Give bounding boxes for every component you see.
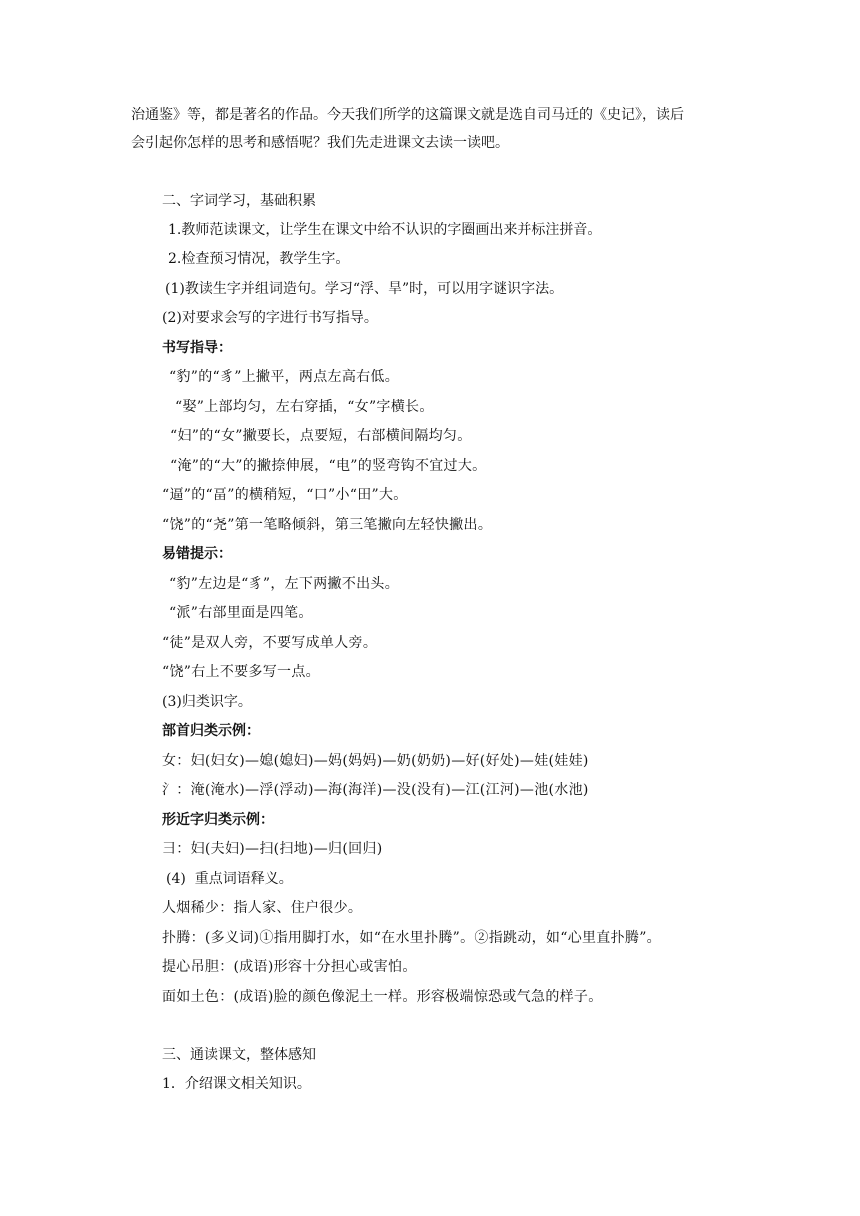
writing-guide-item: “逼”的“畐”的横稍短，“口”小“田”大。 [162,487,408,503]
vocab-item: 人烟稀少：指人家、住户很少。 [162,900,363,916]
error-tips-label: 易错提示： [162,546,232,562]
vocab-item: 面如土色：(成语)脸的颜色像泥土一样。形容极端惊恐或气急的样子。 [162,989,603,1005]
error-tip-item: “徒”是双人旁，不要写成单人旁。 [162,635,378,651]
section3-step-1: 1．介绍课文相关知识。 [162,1076,311,1092]
writing-guide-item: “妇”的“女”撇要长，点要短，右部横间隔均匀。 [170,428,472,444]
vocab-item: 提心吊胆：(成语)形容十分担心或害怕。 [162,959,417,975]
writing-guide-label: 书写指导： [162,340,232,356]
section2-step-1: 1.教师范读课文，让学生在课文中给不认识的字圈画出来并标注拼音。 [168,222,602,238]
section2-sub-2: (2)对要求会写的字进行书写指导。 [162,310,378,326]
similar-char-example: 彐：妇(夫妇)—扫(扫地)—归(回归) [162,841,383,857]
radical-example: 氵：淹(淹水)—浮(浮动)—海(海洋)—没(没有)—江(江河)—池(水池) [162,782,589,798]
section2-heading: 二、字词学习，基础积累 [162,193,316,209]
radical-examples-label: 部首归类示例： [162,723,260,739]
vocab-item: 扑腾：(多义词)①指用脚打水，如“在水里扑腾”。②指跳动，如“心里直扑腾”。 [162,930,661,946]
error-tip-item: “派”右部里面是四笔。 [169,605,313,621]
section2-sub-3: (3)归类识字。 [162,694,252,710]
intro-line-2: 会引起你怎样的思考和感悟呢？我们先走进课文去读一读吧。 [131,135,509,151]
section2-step-2: 2.检查预习情况，教学生字。 [168,251,350,267]
section2-sub-1: (1)教读生字并组词造句。学习“浮、旱”时，可以用字谜识字法。 [165,281,564,297]
writing-guide-item: “淹”的“大”的撇捺伸展，“电”的竖弯钩不宜过大。 [170,458,487,474]
section3-heading: 三、通读课文，整体感知 [162,1047,316,1063]
writing-guide-item: “娶”上部均匀，左右穿插，“女”字横长。 [175,399,434,415]
intro-line-1: 治通鉴》等，都是著名的作品。今天我们所学的这篇课文就是选自司马迁的《史记》，读后 [131,107,684,123]
similar-chars-label: 形近字归类示例： [162,812,274,828]
writing-guide-item: “豹”的“豸”上撇平，两点左高右低。 [169,369,400,385]
section2-sub-4: (4) 重点词语释义。 [166,871,293,887]
writing-guide-item: “饶”的“尧”第一笔略倾斜，第三笔撇向左轻快撇出。 [162,517,493,533]
radical-example: 女：妇(妇女)—媳(媳妇)—妈(妈妈)—奶(奶奶)—好(好处)—娃(娃娃) [162,753,589,769]
error-tip-item: “豹”左边是“豸”，左下两撇不出头。 [169,576,400,592]
error-tip-item: “饶”右上不要多写一点。 [162,664,320,680]
